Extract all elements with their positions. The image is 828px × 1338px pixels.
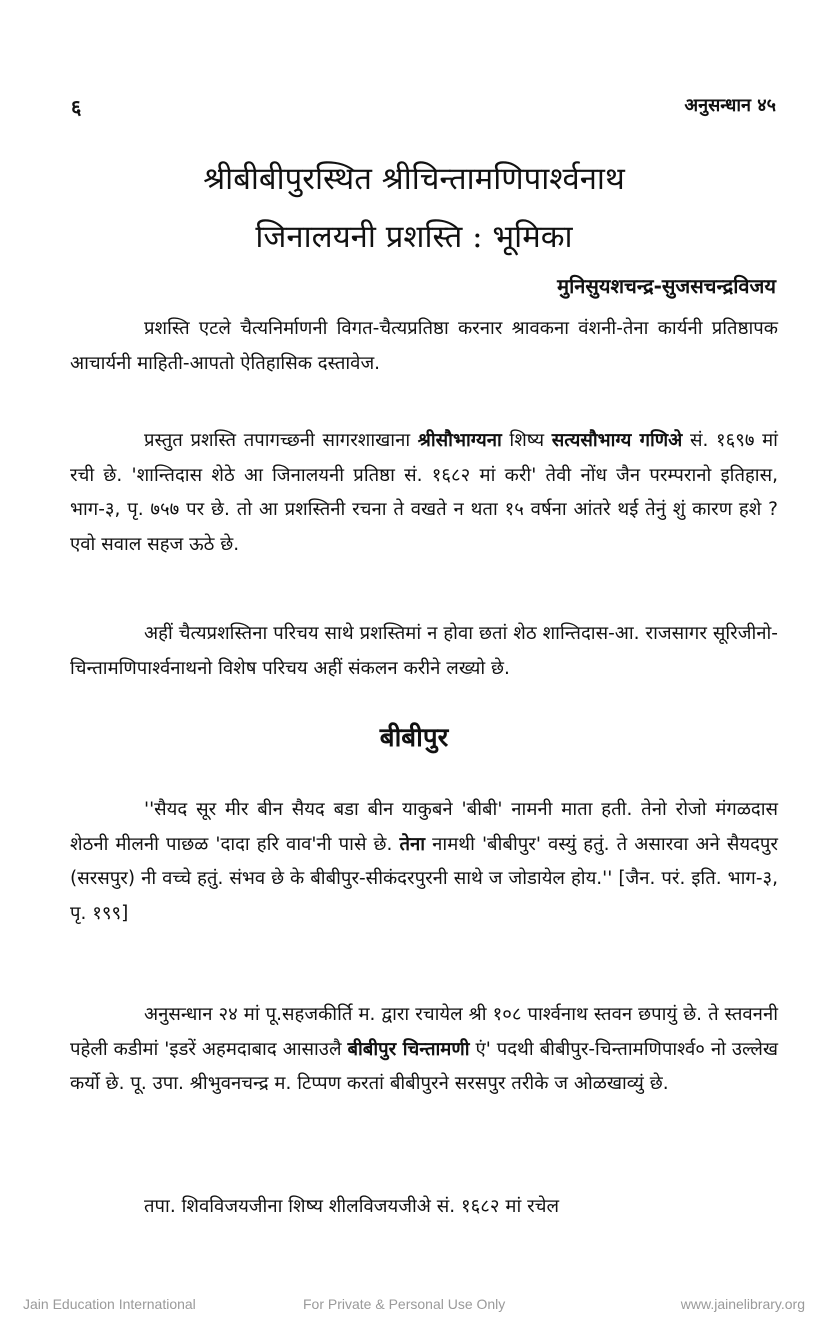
title-line-2: जिनालयनी प्रशस्ति : भूमिका: [255, 219, 573, 255]
title-line-1: श्रीबीबीपुरस्थित श्रीचिन्तामणिपार्श्वनाथ: [203, 161, 625, 197]
paragraph-6: [70, 1190, 778, 1225]
text-run: अनुसन्धान २४ मां पू.सहजकीर्ति म. द्वारा रचायेल श्री १०८ पार्श्वनाथ स्तवन छपायुं छे. ते स्तवननी पहेली कडीमां 'इडरें अहमदाबाद आसाउलै: [70, 1004, 778, 1060]
page-number: ६: [71, 95, 82, 119]
footer-website-link[interactable]: www.jainelibrary.org: [680, 1296, 805, 1312]
paragraph-4: [70, 793, 778, 931]
text-run: नामथी 'बीबीपुर' वस्युं हतुं. ते असारवा अने सैयदपुर (सरसपुर) नी वच्चे हतुं. संभव छे के बीबीपुर-सीकंदरपुरनी साथे ज जोडायेल होय.'' [जैन. परं. इति. भाग-३, पृ. १९९]: [70, 833, 778, 924]
text-run: शिष्य: [501, 430, 552, 451]
bold-text: तेना: [399, 833, 426, 855]
paragraph-text: अहीं चैत्यप्रशस्तिना परिचय साथे प्रशस्तिमां न होवा छतां शेठ शान्तिदास-आ. राजसागर सूरिजीनो-चिन्तामणिपार्श्वनाथनो विशेष परिचय अहीं संकलन करीने लख्यो छे.: [70, 623, 778, 679]
paragraph-text: [70, 998, 778, 1102]
text-run: सं. १६९७ मां रची छे. 'शान्तिदास शेठे आ जिनालयनी प्रतिष्ठा सं. १६८२ मां करी' तेवी नोंध जैन परम्परानो इतिहास, भाग-३, पृ. ७५७ पर छे. तो आ प्रशस्तिनी रचना ते वखते न थता १५ वर्षना आंतरे थई तेनुं शुं कारण हशे ? एवो सवाल सहज ऊठे छे.: [70, 430, 778, 555]
bold-text: सत्यसौभाग्य गणिअे: [551, 430, 683, 451]
paragraph-3: [70, 617, 778, 686]
text-run: प्रस्तुत प्रशस्ति तपागच्छनी सागरशाखाना: [144, 430, 418, 451]
footer-usage-note: For Private & Personal Use Only: [303, 1296, 506, 1312]
text-run: एं' पदथी बीबीपुर-चिन्तामणिपार्श्व० नो उल्लेख कर्यो छे. पू. उपा. श्रीभुवनचन्द्र म. टिप्पण करतां बीबीपुरने सरसपुर तरीके ज ओळखाव्युं छे.: [70, 1038, 779, 1094]
paragraph-text: [70, 793, 778, 931]
section-heading: बीबीपुर: [379, 723, 449, 753]
paragraph-text: प्रशस्ति एटले चैत्यनिर्माणनी विगत-चैत्यप्रतिष्ठा करनार श्रावकना वंशनी-तेना कार्यनी प्रतिष्ठापक आचार्यनी माहिती-आपतो ऐतिहासिक दस्तावेज.: [70, 318, 778, 374]
footer-publisher: Jain Education International: [23, 1296, 196, 1312]
author-byline: मुनिसुयशचन्द्र-सुजसचन्द्रविजय: [557, 274, 776, 298]
paragraph-5: [70, 998, 778, 1102]
paragraph-2: [70, 424, 778, 562]
paragraph-text: तपा. शिवविजयजीना शिष्य शीलविजयजीअे सं. १६८२ मां रचेल: [144, 1196, 560, 1217]
paragraph-text: [70, 424, 778, 562]
bold-text: बीबीपुर चिन्तामणी: [347, 1038, 470, 1060]
running-header: अनुसन्धान ४५: [684, 95, 776, 116]
bold-text: श्रीसौभाग्यना: [417, 430, 502, 451]
article-title: [0, 150, 828, 266]
text-run: ''सैयद सूर मीर बीन सैयद बडा बीन याकुबने 'बीबी' नामनी माता हती. तेनो रोजो मंगळदास शेठनी मीलनी पाछळ 'दादा हरि वाव'नी पासे छे.: [70, 799, 778, 855]
paragraph-1: [70, 312, 778, 381]
